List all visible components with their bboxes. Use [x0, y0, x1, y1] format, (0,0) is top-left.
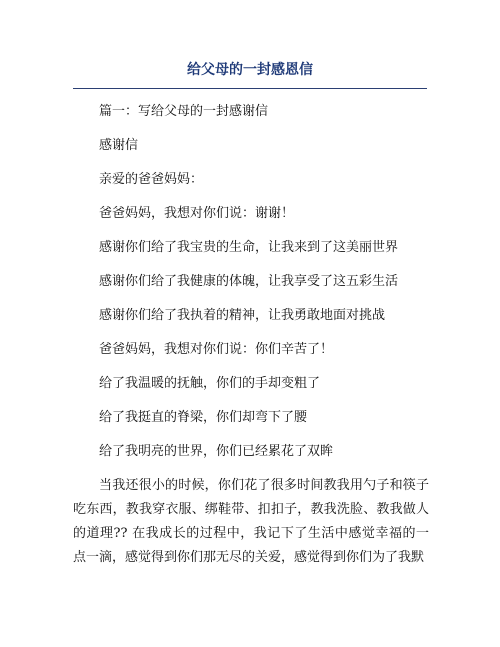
document-title: 给父母的一封感恩信 [187, 62, 313, 78]
paragraph: 感谢你们给了我宝贵的生命，让我来到了这美丽世界 [99, 240, 399, 255]
paragraph: 爸爸妈妈，我想对你们说：谢谢！ [99, 206, 295, 221]
paragraph: 给了我温暖的抚触，你们的手却变粗了 [99, 376, 321, 391]
paragraph: 爸爸妈妈，我想对你们说：你们辛苦了！ [99, 342, 334, 357]
paragraph: 感谢你们给了我执着的精神，让我勇敢地面对挑战 [99, 308, 386, 323]
paragraph: 给了我挺直的脊梁，你们却弯下了腰 [99, 410, 308, 425]
paragraph-long: 当我还很小的时候，你们花了很多时间教我用勺子和筷子吃东西，教我穿衣服、绑鞋带、扣扣子，教我洗脸、教我做人的道理?? 在我成长的过程中，我记下了生活中感觉幸福的一点一滴，感觉得到你们那无尽的关爱，感觉得到你们为了我默 [73, 478, 429, 565]
paragraph-letter-type: 感谢信 [99, 138, 139, 153]
title-divider [73, 88, 427, 89]
paragraph-section-heading: 篇一：写给父母的一封感谢信 [99, 104, 269, 119]
document-body [73, 98, 429, 583]
paragraph-salutation: 亲爱的爸爸妈妈： [99, 172, 204, 187]
paragraph: 给了我明亮的世界，你们已经累花了双眸 [99, 444, 334, 459]
paragraph: 感谢你们给了我健康的体魄，让我享受了这五彩生活 [99, 274, 399, 289]
